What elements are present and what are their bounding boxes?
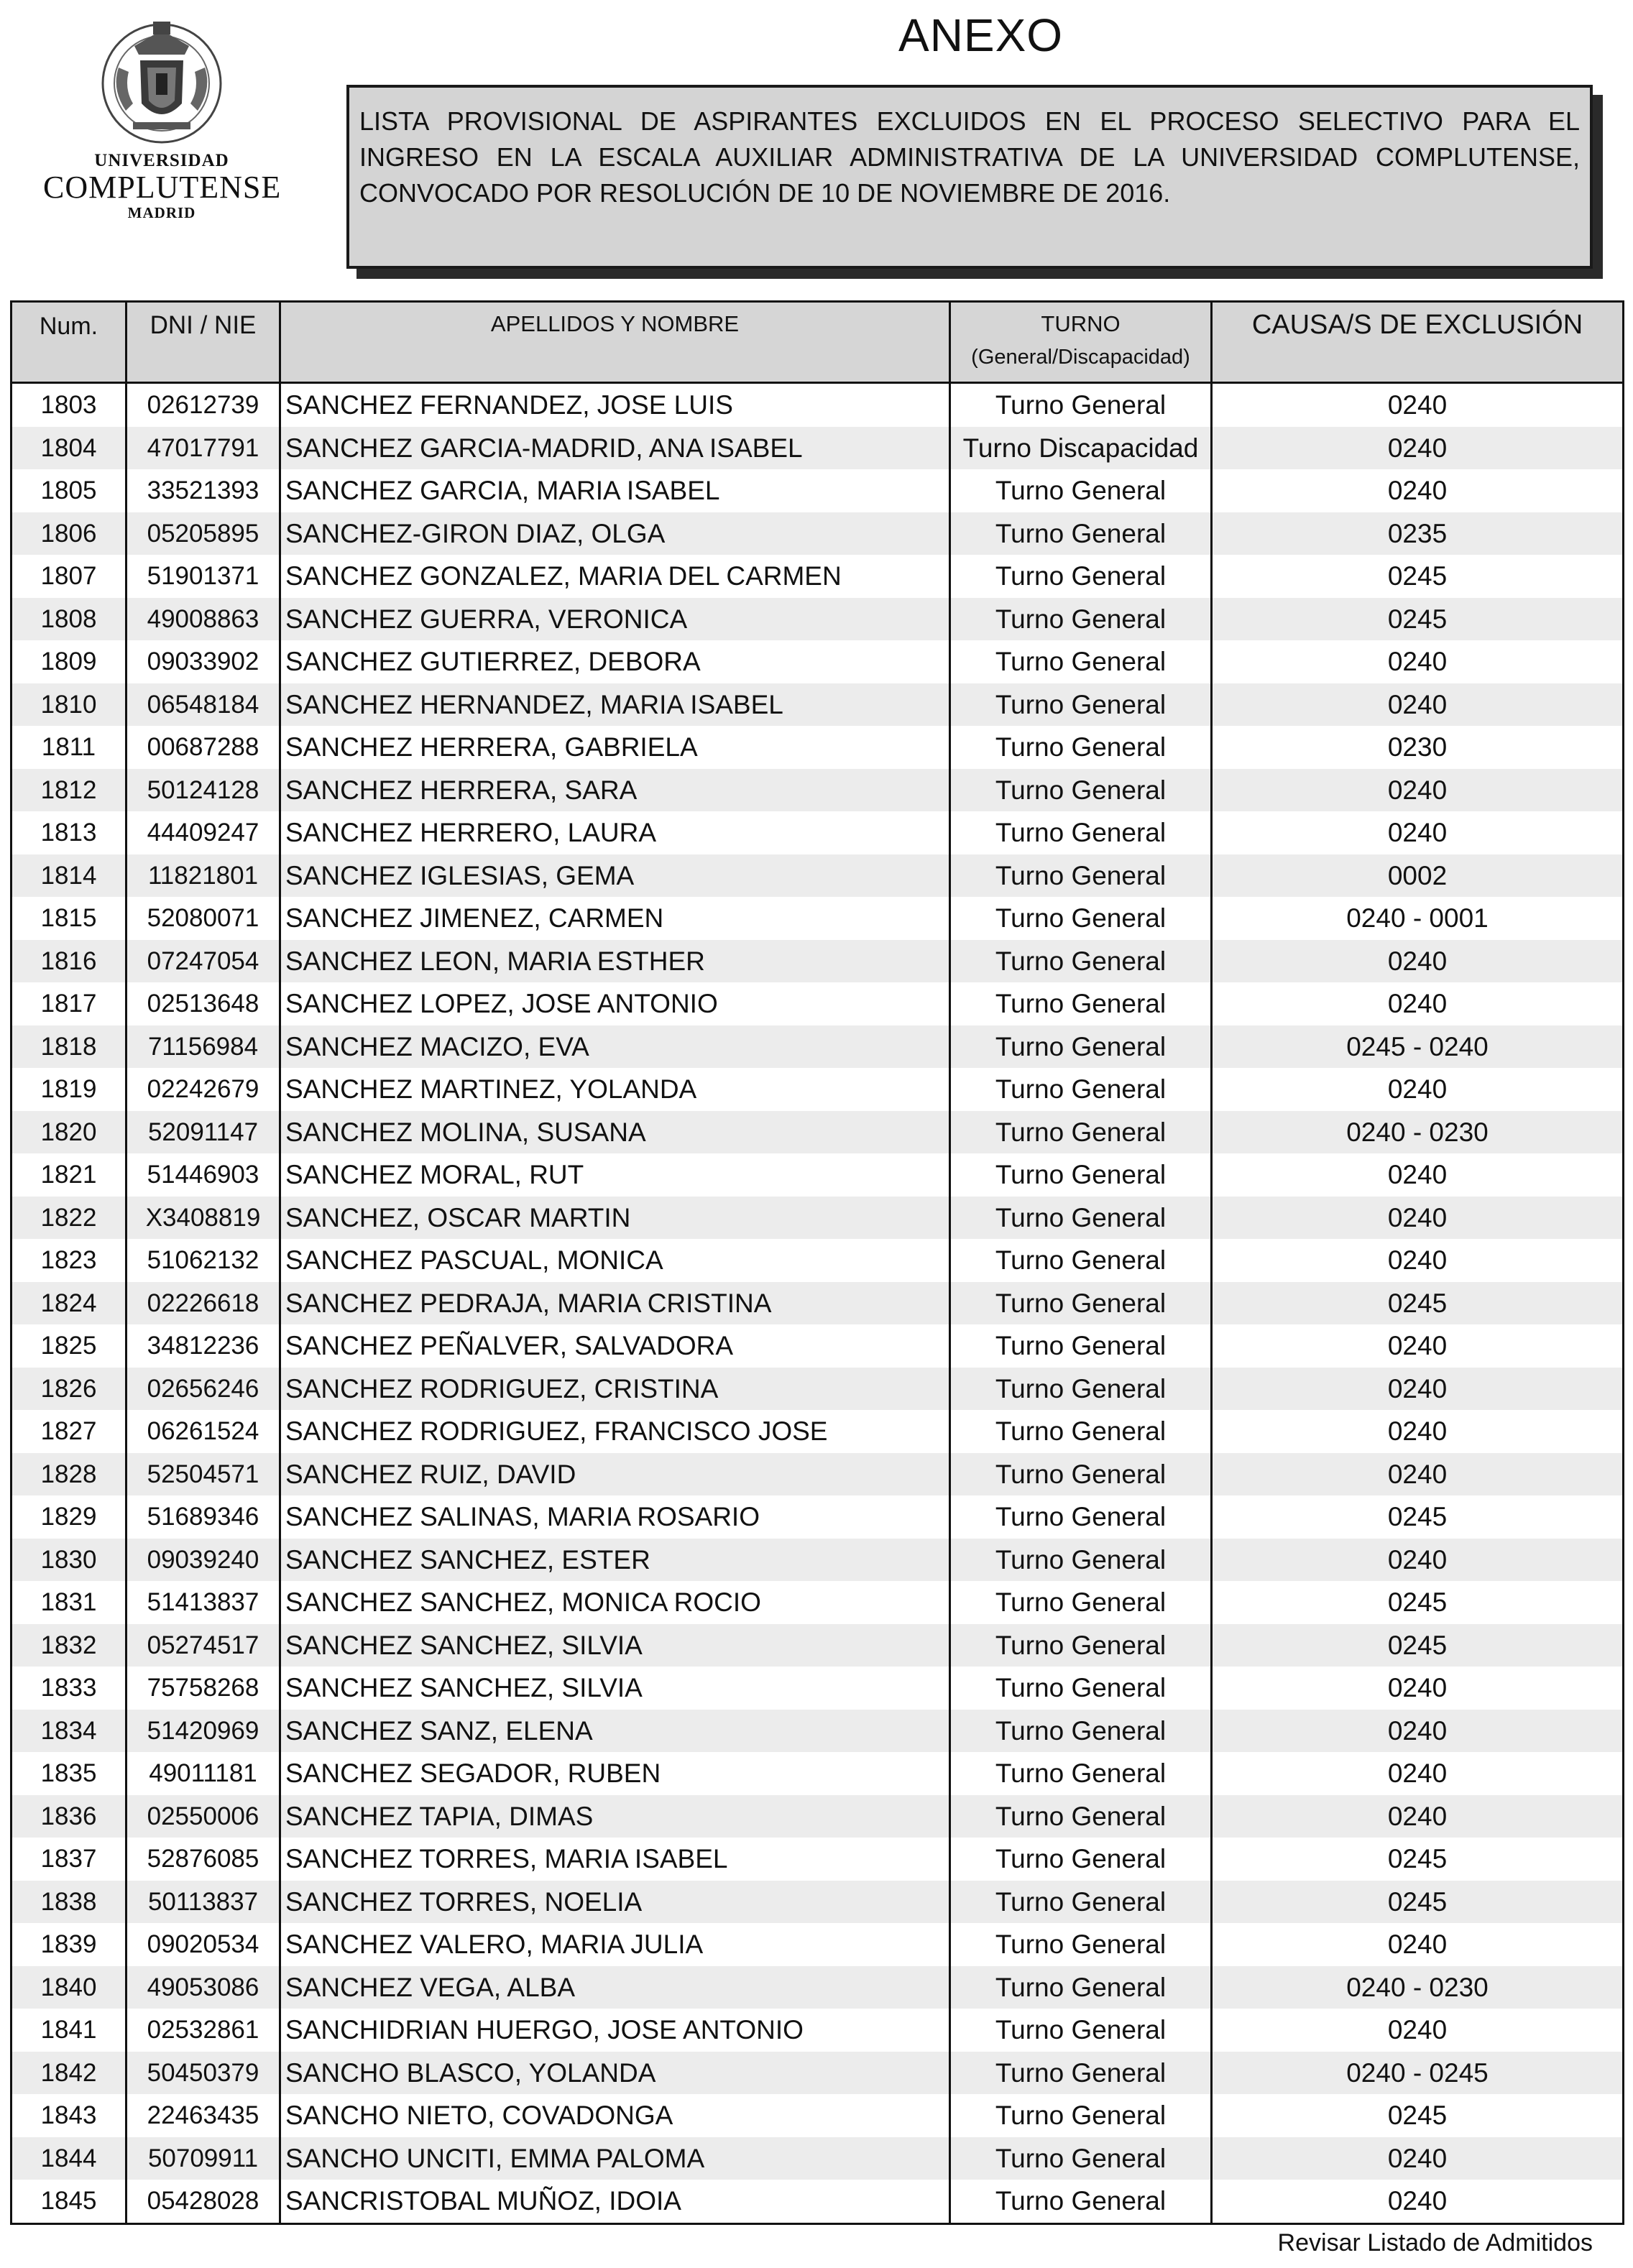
cell-num: 1834 bbox=[12, 1710, 127, 1753]
cell-causa: 0240 bbox=[1387, 476, 1448, 505]
header-nombre: APELLIDOS Y NOMBRE bbox=[281, 303, 951, 382]
cell-nombre: SANCHO NIETO, COVADONGA bbox=[281, 2094, 951, 2137]
cell-nombre: SANCHEZ IGLESIAS, GEMA bbox=[281, 854, 951, 898]
cell-num: 1813 bbox=[12, 811, 127, 854]
cell-turno: Turno General bbox=[951, 811, 1213, 854]
cell-causa: 0240 - 0230 bbox=[1346, 1117, 1489, 1147]
cell-nombre: SANCHEZ SANZ, ELENA bbox=[281, 1710, 951, 1753]
cell-nombre: SANCHO UNCITI, EMMA PALOMA bbox=[281, 2137, 951, 2180]
cell-dni: 05428028 bbox=[127, 2180, 281, 2223]
table-row bbox=[12, 1667, 1622, 1710]
cell-dni: 09039240 bbox=[127, 1539, 281, 1582]
table-row bbox=[12, 1368, 1622, 1411]
cell-causa: 0240 bbox=[1387, 647, 1448, 676]
header-turno-label: TURNO bbox=[1041, 311, 1121, 336]
cell-dni: 02226618 bbox=[127, 1282, 281, 1325]
cell-nombre: SANCHEZ GUERRA, VERONICA bbox=[281, 598, 951, 641]
logo-line-1: UNIVERSIDAD bbox=[94, 151, 229, 170]
cell-num: 1832 bbox=[12, 1624, 127, 1667]
cell-num: 1844 bbox=[12, 2137, 127, 2180]
cell-nombre: SANCHEZ GONZALEZ, MARIA DEL CARMEN bbox=[281, 555, 951, 598]
table-row bbox=[12, 1710, 1622, 1753]
table-row bbox=[12, 555, 1622, 598]
cell-dni: 05274517 bbox=[127, 1624, 281, 1667]
cell-turno: Turno General bbox=[951, 469, 1213, 512]
cell-causa: 0240 bbox=[1387, 1715, 1448, 1746]
table-row bbox=[12, 1923, 1622, 1966]
cell-turno: Turno General bbox=[951, 384, 1213, 427]
table-row bbox=[12, 1025, 1622, 1069]
title-line-3: CONVOCADO POR RESOLUCIÓN DE 10 DE NOVIEMBRE DE 2016. bbox=[359, 178, 1171, 208]
cell-num: 1814 bbox=[12, 854, 127, 898]
cell-dni: 51413837 bbox=[127, 1581, 281, 1624]
table-row bbox=[12, 1453, 1622, 1496]
cell-num: 1828 bbox=[12, 1453, 127, 1496]
cell-turno: Turno General bbox=[951, 1923, 1213, 1966]
logo-line-3: MADRID bbox=[127, 204, 196, 221]
cell-dni: 02550006 bbox=[127, 1795, 281, 1838]
cell-causa: 0240 bbox=[1387, 1074, 1448, 1104]
cell-causa: 0245 bbox=[1387, 1630, 1448, 1660]
cell-num: 1819 bbox=[12, 1068, 127, 1111]
table-row bbox=[12, 640, 1622, 683]
cell-num: 1845 bbox=[12, 2180, 127, 2223]
cell-num: 1838 bbox=[12, 1881, 127, 1924]
cell-causa: 0245 bbox=[1387, 1288, 1448, 1318]
cell-num: 1806 bbox=[12, 512, 127, 556]
cell-nombre: SANCHEZ SANCHEZ, MONICA ROCIO bbox=[281, 1581, 951, 1624]
cell-turno: Turno General bbox=[951, 555, 1213, 598]
table-row bbox=[12, 1197, 1622, 1240]
cell-nombre: SANCHEZ TAPIA, DIMAS bbox=[281, 1795, 951, 1838]
table-row bbox=[12, 2052, 1622, 2095]
cell-causa: 0240 bbox=[1387, 1373, 1448, 1403]
cell-nombre: SANCHEZ RUIZ, DAVID bbox=[281, 1453, 951, 1496]
cell-num: 1840 bbox=[12, 1966, 127, 2009]
cell-nombre: SANCHEZ RODRIGUEZ, FRANCISCO JOSE bbox=[281, 1410, 951, 1453]
cell-nombre: SANCHEZ SEGADOR, RUBEN bbox=[281, 1752, 951, 1795]
table-row bbox=[12, 469, 1622, 512]
table-row bbox=[12, 2180, 1622, 2223]
cell-num: 1837 bbox=[12, 1838, 127, 1881]
cell-turno: Turno General bbox=[951, 1324, 1213, 1368]
cell-turno: Turno General bbox=[951, 2137, 1213, 2180]
cell-dni: 02532861 bbox=[127, 2009, 281, 2052]
cell-num: 1825 bbox=[12, 1324, 127, 1368]
table-row bbox=[12, 1410, 1622, 1453]
cell-causa: 0240 bbox=[1387, 433, 1448, 463]
cell-turno: Turno General bbox=[951, 2052, 1213, 2095]
cell-num: 1827 bbox=[12, 1410, 127, 1453]
cell-num: 1816 bbox=[12, 940, 127, 983]
cell-nombre: SANCHEZ VEGA, ALBA bbox=[281, 1966, 951, 2009]
cell-num: 1812 bbox=[12, 769, 127, 812]
cell-dni: 06548184 bbox=[127, 683, 281, 727]
cell-turno: Turno General bbox=[951, 982, 1213, 1025]
cell-causa: 0245 bbox=[1387, 1844, 1448, 1873]
cell-dni: 33521393 bbox=[127, 469, 281, 512]
table-row bbox=[12, 1539, 1622, 1582]
cell-nombre: SANCHEZ SANCHEZ, ESTER bbox=[281, 1539, 951, 1582]
cell-causa: 0245 - 0240 bbox=[1346, 1031, 1489, 1061]
table-row bbox=[12, 1282, 1622, 1325]
cell-nombre: SANCHEZ PEÑALVER, SALVADORA bbox=[281, 1324, 951, 1368]
cell-turno: Turno General bbox=[951, 1025, 1213, 1069]
cell-dni: 00687288 bbox=[127, 726, 281, 769]
cell-dni: 47017791 bbox=[127, 427, 281, 470]
cell-dni: 49008863 bbox=[127, 598, 281, 641]
header-dni: DNI / NIE bbox=[127, 303, 281, 382]
cell-nombre: SANCHEZ FERNANDEZ, JOSE LUIS bbox=[281, 384, 951, 427]
cell-num: 1821 bbox=[12, 1153, 127, 1197]
cell-turno: Turno General bbox=[951, 1838, 1213, 1881]
cell-num: 1810 bbox=[12, 683, 127, 727]
cell-num: 1808 bbox=[12, 598, 127, 641]
cell-causa: 0002 bbox=[1387, 860, 1448, 890]
table-row bbox=[12, 683, 1622, 727]
cell-turno: Turno General bbox=[951, 1539, 1213, 1582]
cell-dni: 50709911 bbox=[127, 2137, 281, 2180]
cell-causa: 0240 bbox=[1387, 1544, 1448, 1575]
table-row bbox=[12, 427, 1622, 470]
cell-dni: 09020534 bbox=[127, 1923, 281, 1966]
cell-num: 1809 bbox=[12, 640, 127, 683]
cell-causa: 0240 bbox=[1387, 1673, 1448, 1702]
cell-turno: Turno General bbox=[951, 940, 1213, 983]
cell-turno: Turno General bbox=[951, 1197, 1213, 1240]
cell-num: 1822 bbox=[12, 1197, 127, 1240]
cell-nombre: SANCHEZ MORAL, RUT bbox=[281, 1153, 951, 1197]
page-title: ANEXO bbox=[898, 9, 1064, 61]
cell-nombre: SANCHEZ JIMENEZ, CARMEN bbox=[281, 897, 951, 940]
cell-dni: 49011181 bbox=[127, 1752, 281, 1795]
table-row bbox=[12, 2094, 1622, 2137]
cell-nombre: SANCHEZ MARTINEZ, YOLANDA bbox=[281, 1068, 951, 1111]
cell-num: 1823 bbox=[12, 1239, 127, 1282]
cell-nombre: SANCHEZ PEDRAJA, MARIA CRISTINA bbox=[281, 1282, 951, 1325]
table-row bbox=[12, 1111, 1622, 1154]
cell-nombre: SANCHEZ VALERO, MARIA JULIA bbox=[281, 1923, 951, 1966]
cell-dni: 09033902 bbox=[127, 640, 281, 683]
cell-nombre: SANCHEZ-GIRON DIAZ, OLGA bbox=[281, 512, 951, 556]
excluded-candidates-table bbox=[10, 300, 1624, 2225]
cell-dni: 02612739 bbox=[127, 384, 281, 427]
title-box bbox=[346, 85, 1593, 269]
table-row bbox=[12, 512, 1622, 556]
table-row bbox=[12, 1153, 1622, 1197]
cell-dni: 51901371 bbox=[127, 555, 281, 598]
cell-num: 1841 bbox=[12, 2009, 127, 2052]
cell-nombre: SANCHEZ HERRERA, GABRIELA bbox=[281, 726, 951, 769]
cell-turno: Turno General bbox=[951, 1667, 1213, 1710]
cell-turno: Turno General bbox=[951, 726, 1213, 769]
table-row bbox=[12, 1239, 1622, 1282]
cell-nombre: SANCHEZ SALINAS, MARIA ROSARIO bbox=[281, 1495, 951, 1539]
cell-turno: Turno General bbox=[951, 1795, 1213, 1838]
title-line-1: LISTA PROVISIONAL DE ASPIRANTES EXCLUIDOS EN EL PROCESO SELECTIVO PARA EL bbox=[359, 106, 1580, 136]
cell-causa: 0240 bbox=[1387, 1459, 1448, 1489]
cell-turno: Turno General bbox=[951, 1752, 1213, 1795]
cell-causa: 0240 bbox=[1387, 818, 1448, 847]
cell-dni: 02242679 bbox=[127, 1068, 281, 1111]
cell-dni: 02513648 bbox=[127, 982, 281, 1025]
cell-turno: Turno General bbox=[951, 1966, 1213, 2009]
cell-dni: 05205895 bbox=[127, 512, 281, 556]
cell-nombre: SANCHEZ GUTIERREZ, DEBORA bbox=[281, 640, 951, 683]
table-header bbox=[12, 303, 1622, 384]
cell-nombre: SANCHEZ GARCIA-MADRID, ANA ISABEL bbox=[281, 427, 951, 470]
cell-dni: 52504571 bbox=[127, 1453, 281, 1496]
cell-causa: 0245 bbox=[1387, 604, 1448, 634]
cell-causa: 0240 bbox=[1387, 1801, 1448, 1831]
cell-causa: 0240 bbox=[1387, 1245, 1448, 1275]
cell-causa: 0245 bbox=[1387, 561, 1448, 591]
cell-nombre: SANCHEZ LOPEZ, JOSE ANTONIO bbox=[281, 982, 951, 1025]
header-causa: CAUSA/S DE EXCLUSIÓN bbox=[1251, 310, 1583, 340]
cell-turno: Turno General bbox=[951, 1624, 1213, 1667]
table-row bbox=[12, 854, 1622, 898]
cell-turno: Turno General bbox=[951, 897, 1213, 940]
cell-turno: Turno General bbox=[951, 2009, 1213, 2052]
cell-causa: 0235 bbox=[1387, 518, 1448, 548]
cell-causa: 0240 bbox=[1387, 1416, 1448, 1446]
footer-note: Revisar Listado de Admitidos bbox=[1277, 2229, 1593, 2257]
cell-dni: 49053086 bbox=[127, 1966, 281, 2009]
cell-nombre: SANCHEZ LEON, MARIA ESTHER bbox=[281, 940, 951, 983]
cell-causa: 0240 bbox=[1387, 775, 1448, 805]
table-row bbox=[12, 1752, 1622, 1795]
table-row bbox=[12, 1624, 1622, 1667]
cell-causa: 0240 bbox=[1387, 390, 1448, 420]
table-row bbox=[12, 1881, 1622, 1924]
cell-causa: 0240 bbox=[1387, 1160, 1448, 1189]
university-crest-icon bbox=[90, 17, 234, 147]
cell-num: 1817 bbox=[12, 982, 127, 1025]
cell-turno: Turno General bbox=[951, 2180, 1213, 2223]
cell-num: 1807 bbox=[12, 555, 127, 598]
cell-num: 1833 bbox=[12, 1667, 127, 1710]
cell-num: 1830 bbox=[12, 1539, 127, 1582]
cell-dni: 51420969 bbox=[127, 1710, 281, 1753]
table-row bbox=[12, 769, 1622, 812]
cell-nombre: SANCHEZ MACIZO, EVA bbox=[281, 1025, 951, 1069]
cell-causa: 0240 - 0245 bbox=[1346, 2057, 1489, 2088]
cell-turno: Turno General bbox=[951, 1410, 1213, 1453]
cell-turno: Turno General bbox=[951, 512, 1213, 556]
cell-turno: Turno General bbox=[951, 1368, 1213, 1411]
table-row bbox=[12, 1068, 1622, 1111]
cell-dni: 22463435 bbox=[127, 2094, 281, 2137]
cell-nombre: SANCHEZ HERRERA, SARA bbox=[281, 769, 951, 812]
cell-num: 1831 bbox=[12, 1581, 127, 1624]
cell-num: 1836 bbox=[12, 1795, 127, 1838]
cell-nombre: SANCHEZ HERNANDEZ, MARIA ISABEL bbox=[281, 683, 951, 727]
header-turno bbox=[951, 303, 1213, 382]
cell-dni: 51689346 bbox=[127, 1495, 281, 1539]
cell-num: 1805 bbox=[12, 469, 127, 512]
cell-turno: Turno General bbox=[951, 1282, 1213, 1325]
cell-causa: 0240 - 0230 bbox=[1346, 1972, 1489, 2002]
cell-turno: Turno General bbox=[951, 1153, 1213, 1197]
table-row bbox=[12, 598, 1622, 641]
table-row bbox=[12, 1838, 1622, 1881]
cell-turno: Turno General bbox=[951, 769, 1213, 812]
cell-nombre: SANCHEZ, OSCAR MARTIN bbox=[281, 1197, 951, 1240]
cell-turno: Turno General bbox=[951, 640, 1213, 683]
cell-causa: 0240 bbox=[1387, 1930, 1448, 1959]
cell-causa: 0245 bbox=[1387, 1587, 1448, 1617]
cell-turno: Turno General bbox=[951, 1495, 1213, 1539]
table-row bbox=[12, 982, 1622, 1025]
table-row bbox=[12, 2009, 1622, 2052]
cell-num: 1815 bbox=[12, 897, 127, 940]
header-turno-sub: (General/Discapacidad) bbox=[971, 346, 1190, 369]
cell-dni: 02656246 bbox=[127, 1368, 281, 1411]
cell-num: 1843 bbox=[12, 2094, 127, 2137]
cell-nombre: SANCHEZ HERRERO, LAURA bbox=[281, 811, 951, 854]
cell-dni: 44409247 bbox=[127, 811, 281, 854]
cell-dni: 52091147 bbox=[127, 1111, 281, 1154]
cell-nombre: SANCHEZ SANCHEZ, SILVIA bbox=[281, 1624, 951, 1667]
cell-turno: Turno General bbox=[951, 1111, 1213, 1154]
cell-num: 1820 bbox=[12, 1111, 127, 1154]
cell-dni: 51446903 bbox=[127, 1153, 281, 1197]
cell-nombre: SANCHEZ PASCUAL, MONICA bbox=[281, 1239, 951, 1282]
cell-causa: 0240 bbox=[1387, 689, 1448, 719]
logo-line-2: COMPLUTENSE bbox=[43, 170, 282, 205]
cell-nombre: SANCHO BLASCO, YOLANDA bbox=[281, 2052, 951, 2095]
cell-causa: 0240 bbox=[1387, 1202, 1448, 1232]
cell-turno: Turno General bbox=[951, 1881, 1213, 1924]
cell-dni: 11821801 bbox=[127, 854, 281, 898]
table-row bbox=[12, 1966, 1622, 2009]
cell-num: 1842 bbox=[12, 2052, 127, 2095]
table-row bbox=[12, 384, 1622, 427]
cell-causa: 0240 bbox=[1387, 1758, 1448, 1788]
cell-turno: Turno Discapacidad bbox=[951, 427, 1213, 470]
table-row bbox=[12, 1495, 1622, 1539]
cell-dni: 06261524 bbox=[127, 1410, 281, 1453]
cell-dni: X3408819 bbox=[127, 1197, 281, 1240]
cell-dni: 07247054 bbox=[127, 940, 281, 983]
cell-turno: Turno General bbox=[951, 1239, 1213, 1282]
cell-dni: 71156984 bbox=[127, 1025, 281, 1069]
cell-dni: 75758268 bbox=[127, 1667, 281, 1710]
cell-turno: Turno General bbox=[951, 598, 1213, 641]
cell-causa: 0245 bbox=[1387, 1502, 1448, 1531]
cell-num: 1826 bbox=[12, 1368, 127, 1411]
cell-nombre: SANCHEZ MOLINA, SUSANA bbox=[281, 1111, 951, 1154]
cell-nombre: SANCHEZ GARCIA, MARIA ISABEL bbox=[281, 469, 951, 512]
cell-turno: Turno General bbox=[951, 854, 1213, 898]
cell-turno: Turno General bbox=[951, 1068, 1213, 1111]
cell-num: 1804 bbox=[12, 427, 127, 470]
table-row bbox=[12, 726, 1622, 769]
cell-turno: Turno General bbox=[951, 1710, 1213, 1753]
cell-causa: 0240 - 0001 bbox=[1346, 903, 1489, 933]
cell-dni: 52080071 bbox=[127, 897, 281, 940]
cell-turno: Turno General bbox=[951, 2094, 1213, 2137]
university-logo bbox=[43, 17, 280, 226]
cell-num: 1839 bbox=[12, 1923, 127, 1966]
cell-num: 1829 bbox=[12, 1495, 127, 1539]
cell-num: 1811 bbox=[12, 726, 127, 769]
cell-num: 1803 bbox=[12, 384, 127, 427]
table-row bbox=[12, 940, 1622, 983]
table-row bbox=[12, 1795, 1622, 1838]
cell-dni: 51062132 bbox=[127, 1239, 281, 1282]
cell-turno: Turno General bbox=[951, 683, 1213, 727]
cell-causa: 0240 bbox=[1387, 2143, 1448, 2173]
table-row bbox=[12, 1581, 1622, 1624]
cell-nombre: SANCRISTOBAL MUÑOZ, IDOIA bbox=[281, 2180, 951, 2223]
table-body bbox=[12, 384, 1622, 2223]
cell-dni: 34812236 bbox=[127, 1324, 281, 1368]
cell-nombre: SANCHIDRIAN HUERGO, JOSE ANTONIO bbox=[281, 2009, 951, 2052]
cell-dni: 50124128 bbox=[127, 769, 281, 812]
cell-nombre: SANCHEZ SANCHEZ, SILVIA bbox=[281, 1667, 951, 1710]
title-line-2: INGRESO EN LA ESCALA AUXILIAR ADMINISTRATIVA DE LA UNIVERSIDAD COMPLUTENSE, bbox=[359, 142, 1580, 172]
cell-turno: Turno General bbox=[951, 1453, 1213, 1496]
cell-causa: 0240 bbox=[1387, 946, 1448, 976]
cell-dni: 50450379 bbox=[127, 2052, 281, 2095]
cell-turno: Turno General bbox=[951, 1581, 1213, 1624]
table-row bbox=[12, 811, 1622, 854]
cell-causa: 0245 bbox=[1387, 2101, 1448, 2130]
cell-causa: 0240 bbox=[1387, 2186, 1448, 2216]
cell-causa: 0240 bbox=[1387, 989, 1448, 1018]
cell-dni: 52876085 bbox=[127, 1838, 281, 1881]
cell-causa: 0245 bbox=[1387, 1886, 1448, 1917]
table-row bbox=[12, 897, 1622, 940]
table-row bbox=[12, 1324, 1622, 1368]
table-row bbox=[12, 2137, 1622, 2180]
cell-causa: 0240 bbox=[1387, 1331, 1448, 1360]
cell-nombre: SANCHEZ TORRES, NOELIA bbox=[281, 1881, 951, 1924]
header-num: Num. bbox=[12, 303, 127, 382]
cell-causa: 0230 bbox=[1387, 732, 1448, 762]
cell-num: 1835 bbox=[12, 1752, 127, 1795]
cell-nombre: SANCHEZ TORRES, MARIA ISABEL bbox=[281, 1838, 951, 1881]
cell-num: 1818 bbox=[12, 1025, 127, 1069]
cell-dni: 50113837 bbox=[127, 1881, 281, 1924]
cell-num: 1824 bbox=[12, 1282, 127, 1325]
cell-causa: 0240 bbox=[1387, 2015, 1448, 2045]
cell-nombre: SANCHEZ RODRIGUEZ, CRISTINA bbox=[281, 1368, 951, 1411]
